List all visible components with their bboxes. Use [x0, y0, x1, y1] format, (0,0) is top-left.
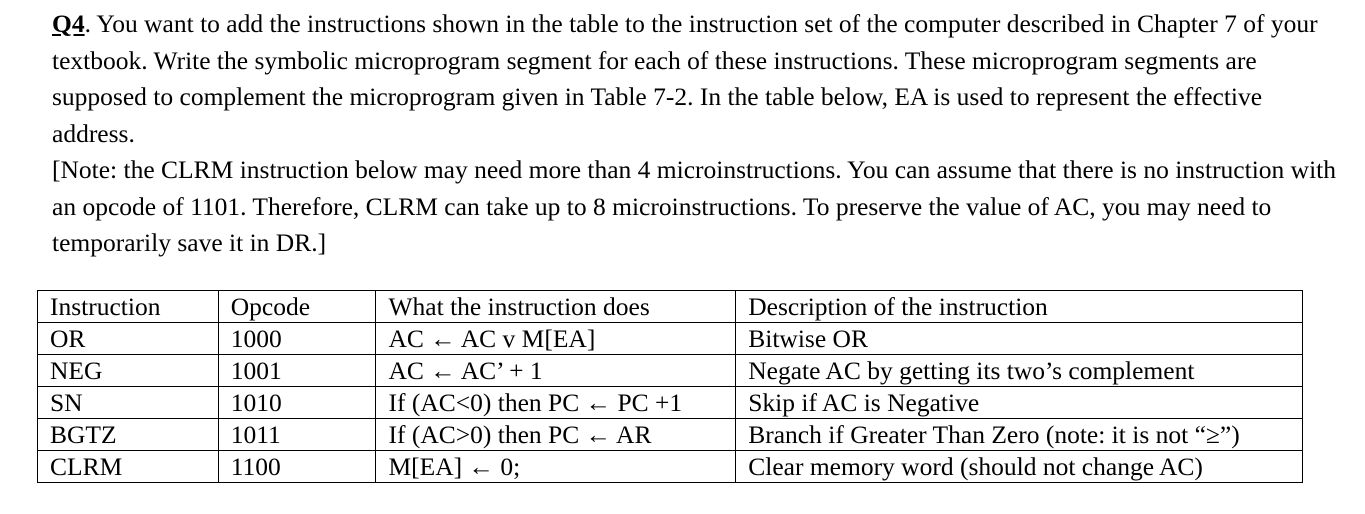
question-paragraph [52, 6, 1342, 152]
cell-description: Skip if AC is Negative [736, 387, 1303, 419]
cell-description: Bitwise OR [736, 323, 1303, 355]
cell-description: Clear memory word (should not change AC) [736, 451, 1303, 483]
question-note: [Note: the CLRM instruction below may need more than 4 microinstructions. You can assume that there is no instruction with an opcode of 1101. Therefore, CLRM can take up to 8 microinstructions. To preserve the value of AC, you may need to temporarily save it in DR.] [52, 155, 1337, 257]
header-instruction: Instruction [38, 291, 219, 323]
table-row [38, 419, 1303, 451]
cell-instruction: NEG [38, 355, 219, 387]
table-row [38, 451, 1303, 483]
cell-opcode: 1000 [218, 323, 376, 355]
table-row [38, 355, 1303, 387]
cell-operation: AC ← AC v M[EA] [376, 323, 736, 355]
cell-opcode: 1100 [218, 451, 376, 483]
table-row [38, 387, 1303, 419]
table-header-row [38, 291, 1303, 323]
header-description: Description of the instruction [736, 291, 1303, 323]
table-row [38, 323, 1303, 355]
cell-description: Branch if Greater Than Zero (note: it is not “≥”) [736, 419, 1303, 451]
header-opcode: Opcode [218, 291, 376, 323]
cell-operation: AC ← AC’ + 1 [376, 355, 736, 387]
cell-description: Negate AC by getting its two’s complement [736, 355, 1303, 387]
question-body: . You want to add the instructions shown in the table to the instruction set of the computer described in Chapter 7 of your textbook. Write the symbolic microprogram segment for each of these instructions. These microprogram segments are supposed to complement the microprogram given in Table 7-2. In the table below, EA is used to represent the effective address. [52, 9, 1318, 148]
cell-operation: M[EA] ← 0; [376, 451, 736, 483]
cell-instruction: BGTZ [38, 419, 219, 451]
cell-operation: If (AC<0) then PC ← PC +1 [376, 387, 736, 419]
question-text [52, 6, 1342, 262]
cell-instruction: CLRM [38, 451, 219, 483]
question-label: Q4 [52, 9, 85, 38]
cell-opcode: 1011 [218, 419, 376, 451]
instruction-table [37, 290, 1303, 483]
cell-instruction: SN [38, 387, 219, 419]
header-operation: What the instruction does [376, 291, 736, 323]
cell-opcode: 1001 [218, 355, 376, 387]
cell-opcode: 1010 [218, 387, 376, 419]
cell-operation: If (AC>0) then PC ← AR [376, 419, 736, 451]
cell-instruction: OR [38, 323, 219, 355]
